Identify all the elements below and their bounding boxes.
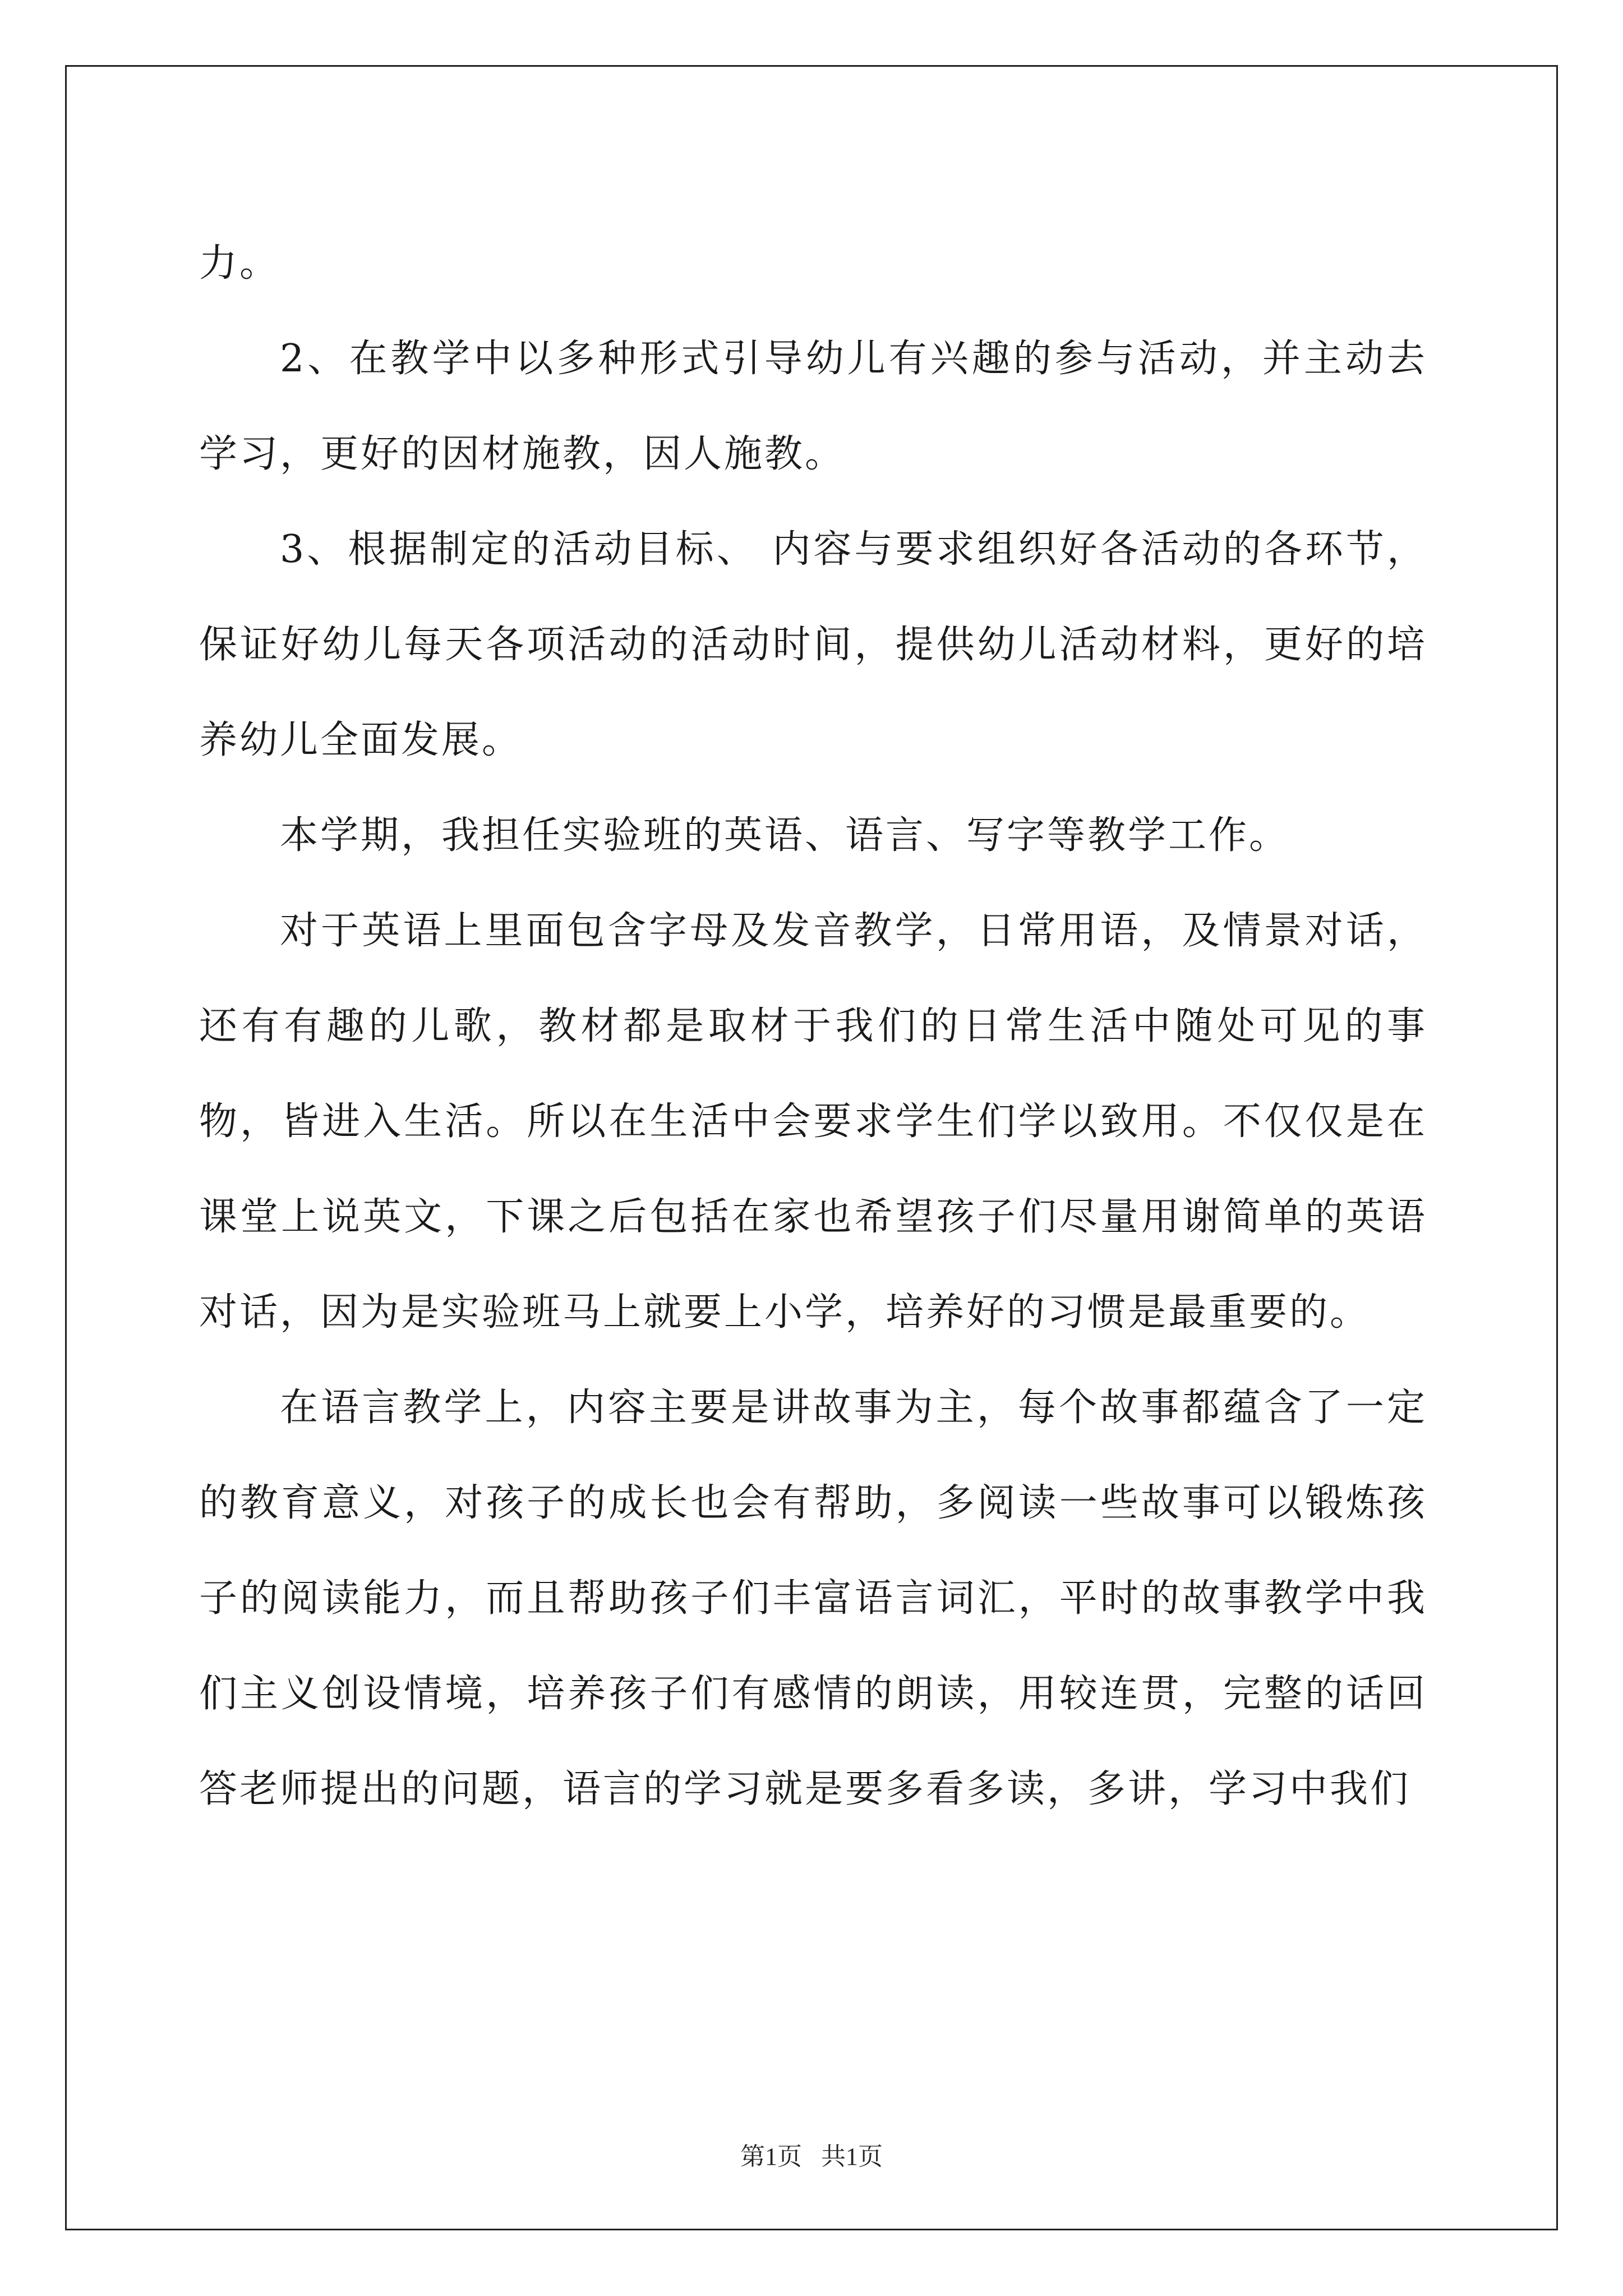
document-body (199, 216, 1427, 1837)
paragraph-language-teaching: 在语言教学上，内容主要是讲故事为主，每个故事都蕴含了一定的教育意义，对孩子的成长也会有帮助，多阅读一些故事可以锻炼孩子的阅读能力，而且帮助孩子们丰富语言词汇，平时的故事教学中我们主义创设情境，培养孩子们有感情的朗读，用较连贯，完整的话回答老师提出的问题，语言的学习就是要多看多读，多讲，学习中我们 (199, 1386, 1427, 1811)
page-number: 第1页 (740, 2143, 802, 2170)
page-total: 共1页 (821, 2143, 883, 2170)
paragraph-item-3: 3、根据制定的活动目标、 内容与要求组织好各活动的各环节，保证好幼儿每天各项活动的活动时间，提供幼儿活动材料，更好的培养幼儿全面发展。 (199, 527, 1427, 762)
paragraph-semester-duties: 本学期，我担任实验班的英语、语言、写字等教学工作。 (280, 813, 1290, 858)
paragraph-english-teaching: 对于英语上里面包含字母及发音教学，日常用语，及情景对话，还有有趣的儿歌，教材都是取材于我们的日常生活中随处可见的事物，皆进入生活。所以在生活中会要求学生们学以致用。不仅仅是在课堂上说英文，下课之后包括在家也希望孩子们尽量用谢简单的英语对话，因为是实验班马上就要上小学，培养好的习惯是最重要的。 (199, 909, 1427, 1335)
page-footer (0, 2140, 1623, 2174)
paragraph-continuation: 力。 (199, 241, 280, 286)
paragraph-item-2: 2、在教学中以多种形式引导幼儿有兴趣的参与活动，并主动去学习，更好的因材施教，因人施教。 (199, 337, 1427, 476)
